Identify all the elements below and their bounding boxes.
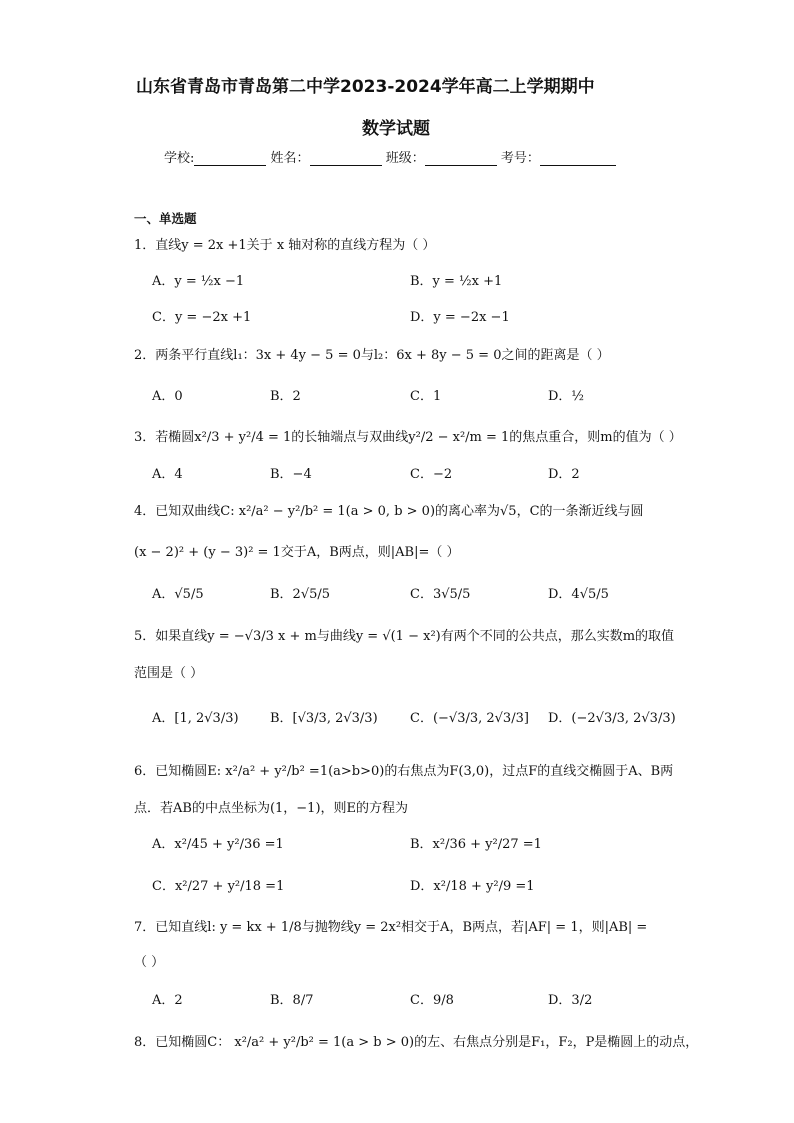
question-text: 如果直线y = −√3/3 x + m与曲线y = √(1 − x²)有两个不同的公共点，那么实数m的取值: [155, 629, 675, 644]
question-number: 3．: [134, 430, 156, 445]
question-4: [134, 500, 644, 519]
q2-option-c[interactable]: C．1: [410, 389, 442, 404]
q1-option-d[interactable]: D．y = −2x −1: [410, 310, 510, 325]
q5-option-c[interactable]: C．(−√3/3, 2√3/3]: [410, 711, 529, 726]
q6-option-b[interactable]: B．x²/36 + y²/27 =1: [410, 837, 542, 852]
school-label: 学校:: [164, 151, 195, 166]
question-6: [134, 760, 673, 779]
question-text: 已知双曲线C: x²/a² − y²/b² = 1(a > 0, b > 0)的离心率为√5，C的一条渐近线与圆: [155, 504, 644, 519]
q1-option-c[interactable]: C．y = −2x +1: [152, 310, 252, 325]
question-7-line2: （ ）: [134, 955, 165, 970]
q7-option-c[interactable]: C．9/8: [410, 993, 454, 1008]
question-number: 4．: [134, 504, 156, 519]
question-3: [134, 426, 682, 445]
question-6-line2: 点．若AB的中点坐标为(1，−1)，则E的方程为: [134, 801, 409, 816]
page-title-line1: 山东省青岛市青岛第二中学2023-2024学年高二上学期期中: [136, 77, 595, 97]
info-line: [164, 147, 616, 166]
question-8: [134, 1031, 698, 1050]
question-text: 已知椭圆C： x²/a² + y²/b² = 1(a > b > 0)的左、右焦点分别是F₁，F₂，P是椭圆上的动点，: [155, 1035, 699, 1050]
name-field[interactable]: [310, 153, 382, 166]
question-number: 5．: [134, 629, 156, 644]
q4-option-a[interactable]: A．√5/5: [152, 587, 204, 602]
question-text: 两条平行直线l₁：3x + 4y − 5 = 0与l₂：6x + 8y − 5 = 0之间的距离是（ ）: [155, 348, 610, 363]
q5-option-d[interactable]: D．(−2√3/3, 2√3/3): [548, 711, 676, 726]
question-7: [134, 916, 647, 935]
question-1: [134, 234, 435, 253]
q4-option-b[interactable]: B．2√5/5: [270, 587, 331, 602]
q6-option-c[interactable]: C．x²/27 + y²/18 =1: [152, 879, 285, 894]
question-text: 已知直线l: y = kx + 1/8与抛物线y = 2x²相交于A，B两点，若|AF| = 1，则|AB| =: [155, 920, 648, 935]
q2-option-a[interactable]: A．0: [152, 389, 183, 404]
number-label: 考号：: [500, 151, 540, 166]
question-text: 若椭圆x²/3 + y²/4 = 1的长轴端点与双曲线y²/2 − x²/m = 1的焦点重合，则m的值为（ ）: [155, 430, 682, 445]
q3-option-b[interactable]: B．−4: [270, 467, 312, 482]
q3-option-c[interactable]: C．−2: [410, 467, 453, 482]
q5-option-b[interactable]: B．[√3/3, 2√3/3): [270, 711, 378, 726]
question-text: 已知椭圆E: x²/a² + y²/b² =1(a>b>0)的右焦点为F(3,0)，过点F的直线交椭圆于A、B两: [155, 764, 674, 779]
q2-option-b[interactable]: B．2: [270, 389, 301, 404]
page-title-line2: 数学试题: [362, 119, 430, 139]
q4-option-d[interactable]: D．4√5/5: [548, 587, 609, 602]
class-field[interactable]: [425, 153, 497, 166]
question-number: 7．: [134, 920, 156, 935]
question-5-line2: 范围是（ ）: [134, 666, 204, 681]
question-5: [134, 625, 674, 644]
q7-option-b[interactable]: B．8/7: [270, 993, 314, 1008]
name-label: 姓名：: [270, 151, 310, 166]
question-text: 直线y = 2x +1关于 x 轴对称的直线方程为（ ）: [155, 238, 436, 253]
class-label: 班级：: [385, 151, 425, 166]
section-title: 一、单选题: [134, 211, 197, 226]
q2-option-d[interactable]: D．½: [548, 389, 585, 404]
q6-option-a[interactable]: A．x²/45 + y²/36 =1: [152, 837, 284, 852]
question-4-line2: (x − 2)² + (y − 3)² = 1交于A，B两点，则|AB|=（ ）: [134, 545, 460, 560]
q5-option-a[interactable]: A．[1, 2√3/3): [152, 711, 239, 726]
q6-option-d[interactable]: D．x²/18 + y²/9 =1: [410, 879, 535, 894]
q7-option-d[interactable]: D．3/2: [548, 993, 593, 1008]
question-number: 8．: [134, 1035, 156, 1050]
question-number: 6．: [134, 764, 156, 779]
question-number: 1．: [134, 238, 156, 253]
school-field[interactable]: [194, 153, 266, 166]
q3-option-a[interactable]: A．4: [152, 467, 183, 482]
question-number: 2．: [134, 348, 156, 363]
q1-option-b[interactable]: B．y = ½x +1: [410, 274, 503, 289]
question-2: [134, 344, 610, 363]
q3-option-d[interactable]: D．2: [548, 467, 580, 482]
q7-option-a[interactable]: A．2: [152, 993, 183, 1008]
q1-option-a[interactable]: A．y = ½x −1: [152, 274, 245, 289]
q4-option-c[interactable]: C．3√5/5: [410, 587, 471, 602]
number-field[interactable]: [540, 153, 616, 166]
